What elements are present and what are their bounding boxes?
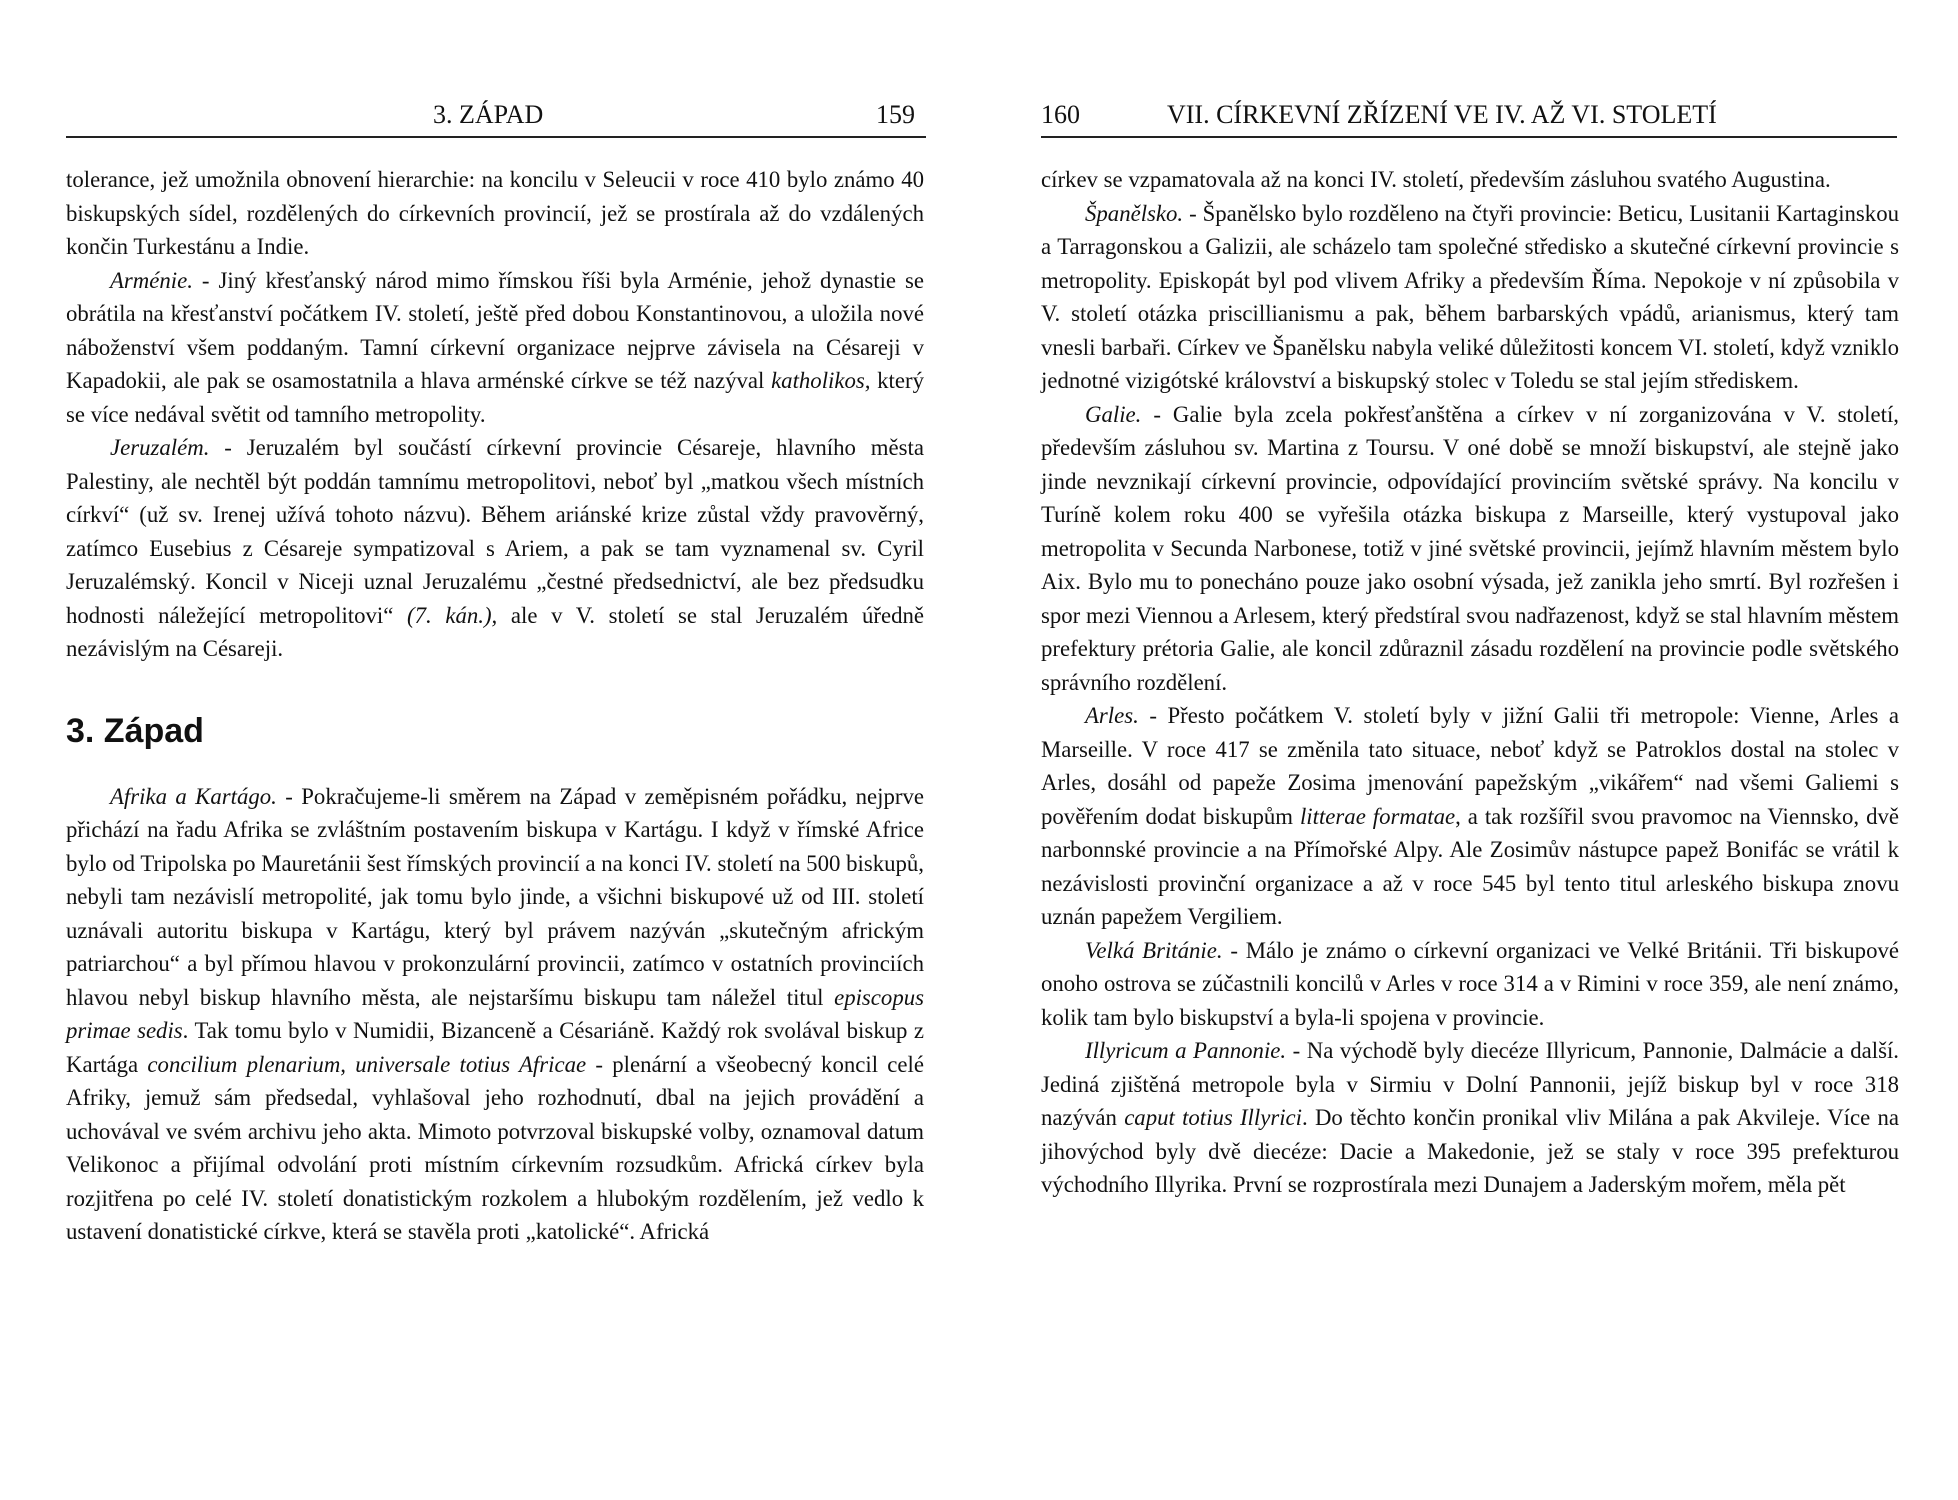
paragraph-illyricum: Illyricum a Pannonie. - Na východě byly diecéze Illyricum, Pannonie, Dalmácie a další. Jediná zjištěná metropole byla v Sirmiu v Dolní Pannonii, jejíž biskup byl v roce 318 nazýván caput totius Illyrici. Do těchto končin pronikal vliv Milána a pak Akvileje. Více na jihovýchod byly dvě diecéze: Dacie a Makedonie, jež se staly v roce 395 prefekturou východního Illyrika. První se rozprostírala mezi Dunajem a Jaderským mořem, měla pět [1041,1038,1899,1197]
paragraph-cirkev: církev se vzpamatovala až na konci IV. století, především zásluhou svatého Augustina. [1041,167,1831,192]
paragraph-galie: Galie. - Galie byla zcela pokřesťanštěna a církev v ní zorganizována v V. století, především zásluhou sv. Martina z Toursu. V oné době se množí biskupství, ale stejně jako jinde nevznikají církevní provincie, odpovídající provinciím světské správy. Na koncilu v Turíně kolem roku 400 se vyřešila otázka biskupa z Marseille, který vystupoval jako metropolita v Secunda Narbonese, totiž v jiné světské provincii, jejímž hlavním městem bylo Aix. Bylo mu to ponecháno pouze jako osobní výsada, jež zanikla jeho smrtí. Byl rozřešen i spor mezi Viennou a Arlesem, který předstíral svou nadřazenost, když se stal hlavním městem prefektury prétoria Galie, ale koncil zdůraznil zásadu rozdělení na provincie podle světského správního rozdělení. [1041,401,1899,695]
page-body [1041,163,1899,1202]
paragraph-afrika: Afrika a Kartágo. - Pokračujeme-li směrem na Západ v zeměpisném pořádku, nejprve přichází na řadu Afrika se zvláštním postavením biskupa v Kartágu. I když v římské Africe bylo od Tripolska po Mauretánii šest římských provincií a na konci IV. století na 500 biskupů, nebyli tam nezávislí metropolité, jak tomu bylo jinde, a všichni biskupové už od III. století uznávali autoritu biskupa v Kartágu, který byl právem nazýván „skutečným africkým patriarchou“ a byl přímou hlavou v prokonzulární provincii, zatímco v ostatních provinciích hlavou nebyl biskup hlavního města, ale nejstaršímu biskupu tam náležel titul episcopus primae sedis. Tak tomu bylo v Numidii, Bizanceně a Césariáně. Každý rok svolával biskup z Kartága concilium plenarium, universale totius Africae - plenární a všeobecný koncil celé Afriky, jemuž sám předsedal, vyhlašoval jeho rozhodnutí, dbal na jejich provádění a uchovával ve svém archivu jeho akta. Mimoto potvrzoval biskupské volby, oznamoval datum Velikonoc a přijímal odvolání proti místním církevním rozsudkům. Africká církev byla rozjitřena po celé IV. století donatistickým rozkolem a hlubokým rozdělením, jež vedlo k ustavení donatistické církve, která se stavěla proti „katolické“. Africká [66,783,924,1244]
arles-lead: Arles. [1085,703,1139,728]
header-rule [1041,136,1897,138]
britanie-lead: Velká Británie. [1085,937,1223,963]
term-litterae: litterae formatae [1299,803,1456,829]
term-caput: caput totius Illyrici [1124,1105,1303,1130]
page-body [66,163,924,1249]
section-gap [66,666,924,700]
jeruzalem-lead: Jeruzalém. [110,435,210,460]
spanelsko-lead: Španělsko. [1085,200,1184,226]
header-title: VII. CÍRKEVNÍ ZŘÍZENÍ VE IV. AŽ VI. STOLETÍ [1167,100,1717,129]
paragraph-spanelsko: Španělsko. - Španělsko bylo rozděleno na čtyři provincie: Beticu, Lusitanii Kartaginskou a Tarragonskou a Galizii, ale scházelo tam společné středisko a skutečné církevní provincie s metropolity. Episkopát byl pod vlivem Afriky a především Říma. Nepokoje v ní způsobila v V. století otázka priscillianismu a pak, během barbarských vpádů, arianismus, který tam vnesli barbaři. Církev ve Španělsku nabyla veliké důležitosti koncem VI. století, když vzniklo jednotné vizigótské království a biskupský stolec v Toledu se stal jejím střediskem. [1041,200,1899,393]
section-heading: 3. Západ [66,711,204,750]
paragraph-jeruzalem: Jeruzalém. - Jeruzalém byl součástí církevní provincie Césareje, hlavního města Palestiny, ale nechtěl být poddán tamnímu metropolitovi, neboť byl „matkou všech místních církví“ (už sv. Irenej užívá tohoto názvu). Během ariánské krize zůstal vždy pravověrný, zatímco Eusebius z Césareje sympatizoval s Ariem, a pak se tam vyznamenal sv. Cyril Jeruzalémský. Koncil v Niceji uznal Jeruzalému „čestné předsednictví, ale bez předsudku hodnosti náležející metropolitovi“ (7. kán.), ale v V. století se stal Jeruzalém úředně nezávislým na Césareji. [66,435,924,661]
afrika-lead: Afrika a Kartágo. [110,783,277,809]
illyricum-lead: Illyricum a Pannonie. [1085,1038,1287,1063]
term-episcopus: episcopus primae sedis [66,984,924,1043]
galie-lead: Galie. [1085,401,1142,427]
header-title: 3. ZÁPAD [433,100,544,129]
paragraph-britanie: Velká Británie. - Málo je známo o církevní organizaci ve Velké Británii. Tři biskupové onoho ostrova se zúčastnili koncilů v Arles v roce 314 a v Rimini v roce 359, ale není známo, kolik tam bylo biskupství a byla-li spojena v provincie. [1041,937,1899,1030]
page-number: 160 [1041,100,1080,129]
page-number: 159 [876,100,915,129]
paragraph-tolerance: tolerance, jež umožnila obnovení hierarchie: na koncilu v Seleucii v roce 410 bylo známo 40 biskupských sídel, rozdělených do církevních provincií, jež se prostírala až do vzdálených končin Turkestánu a Indie. [66,167,924,259]
armenie-lead: Arménie. [110,267,193,293]
paragraph-armenie: Arménie. - Jiný křesťanský národ mimo římskou říši byla Arménie, jehož dynastie se obrátila na křesťanství počátkem IV. století, ještě před dobou Konstantinovou, a uložila nové náboženství všem poddaným. Tamní církevní organizace nejprve závisela na Césareji v Kapadokii, ale pak se osamostatnila a hlava arménské církve se též nazýval katholikos, který se více nedával světit od tamního metropolity. [66,267,925,427]
canon-reference: (7. kán.), [407,602,498,628]
paragraph-arles: Arles. - Přesto počátkem V. století byly v jižní Galii tři metropole: Vienne, Arles a Marseille. V roce 417 se změnila tato situace, neboť když se Patroklos dostal na stolec v Arles, dosáhl od papeže Zosima jmenování papežským „vikářem“ nad všemi Galiemi s pověřením dodat biskupům litterae formatae, a tak rozšířil svou pravomoc na Viennsko, dvě narbonnské provincie a na Přímořské Alpy. Ale Zosimův nástupce papež Bonifác se vrátil k nezávislosti provinční organizace a až v roce 545 byl tento titul arleského biskupa znovu uznán papežem Vergiliem. [1041,703,1899,929]
right-page [979,0,1958,1500]
term-katholikos: katholikos, [771,368,871,393]
header-rule [66,136,926,138]
term-concilium: concilium plenarium, universale totius Africae [147,1051,587,1077]
